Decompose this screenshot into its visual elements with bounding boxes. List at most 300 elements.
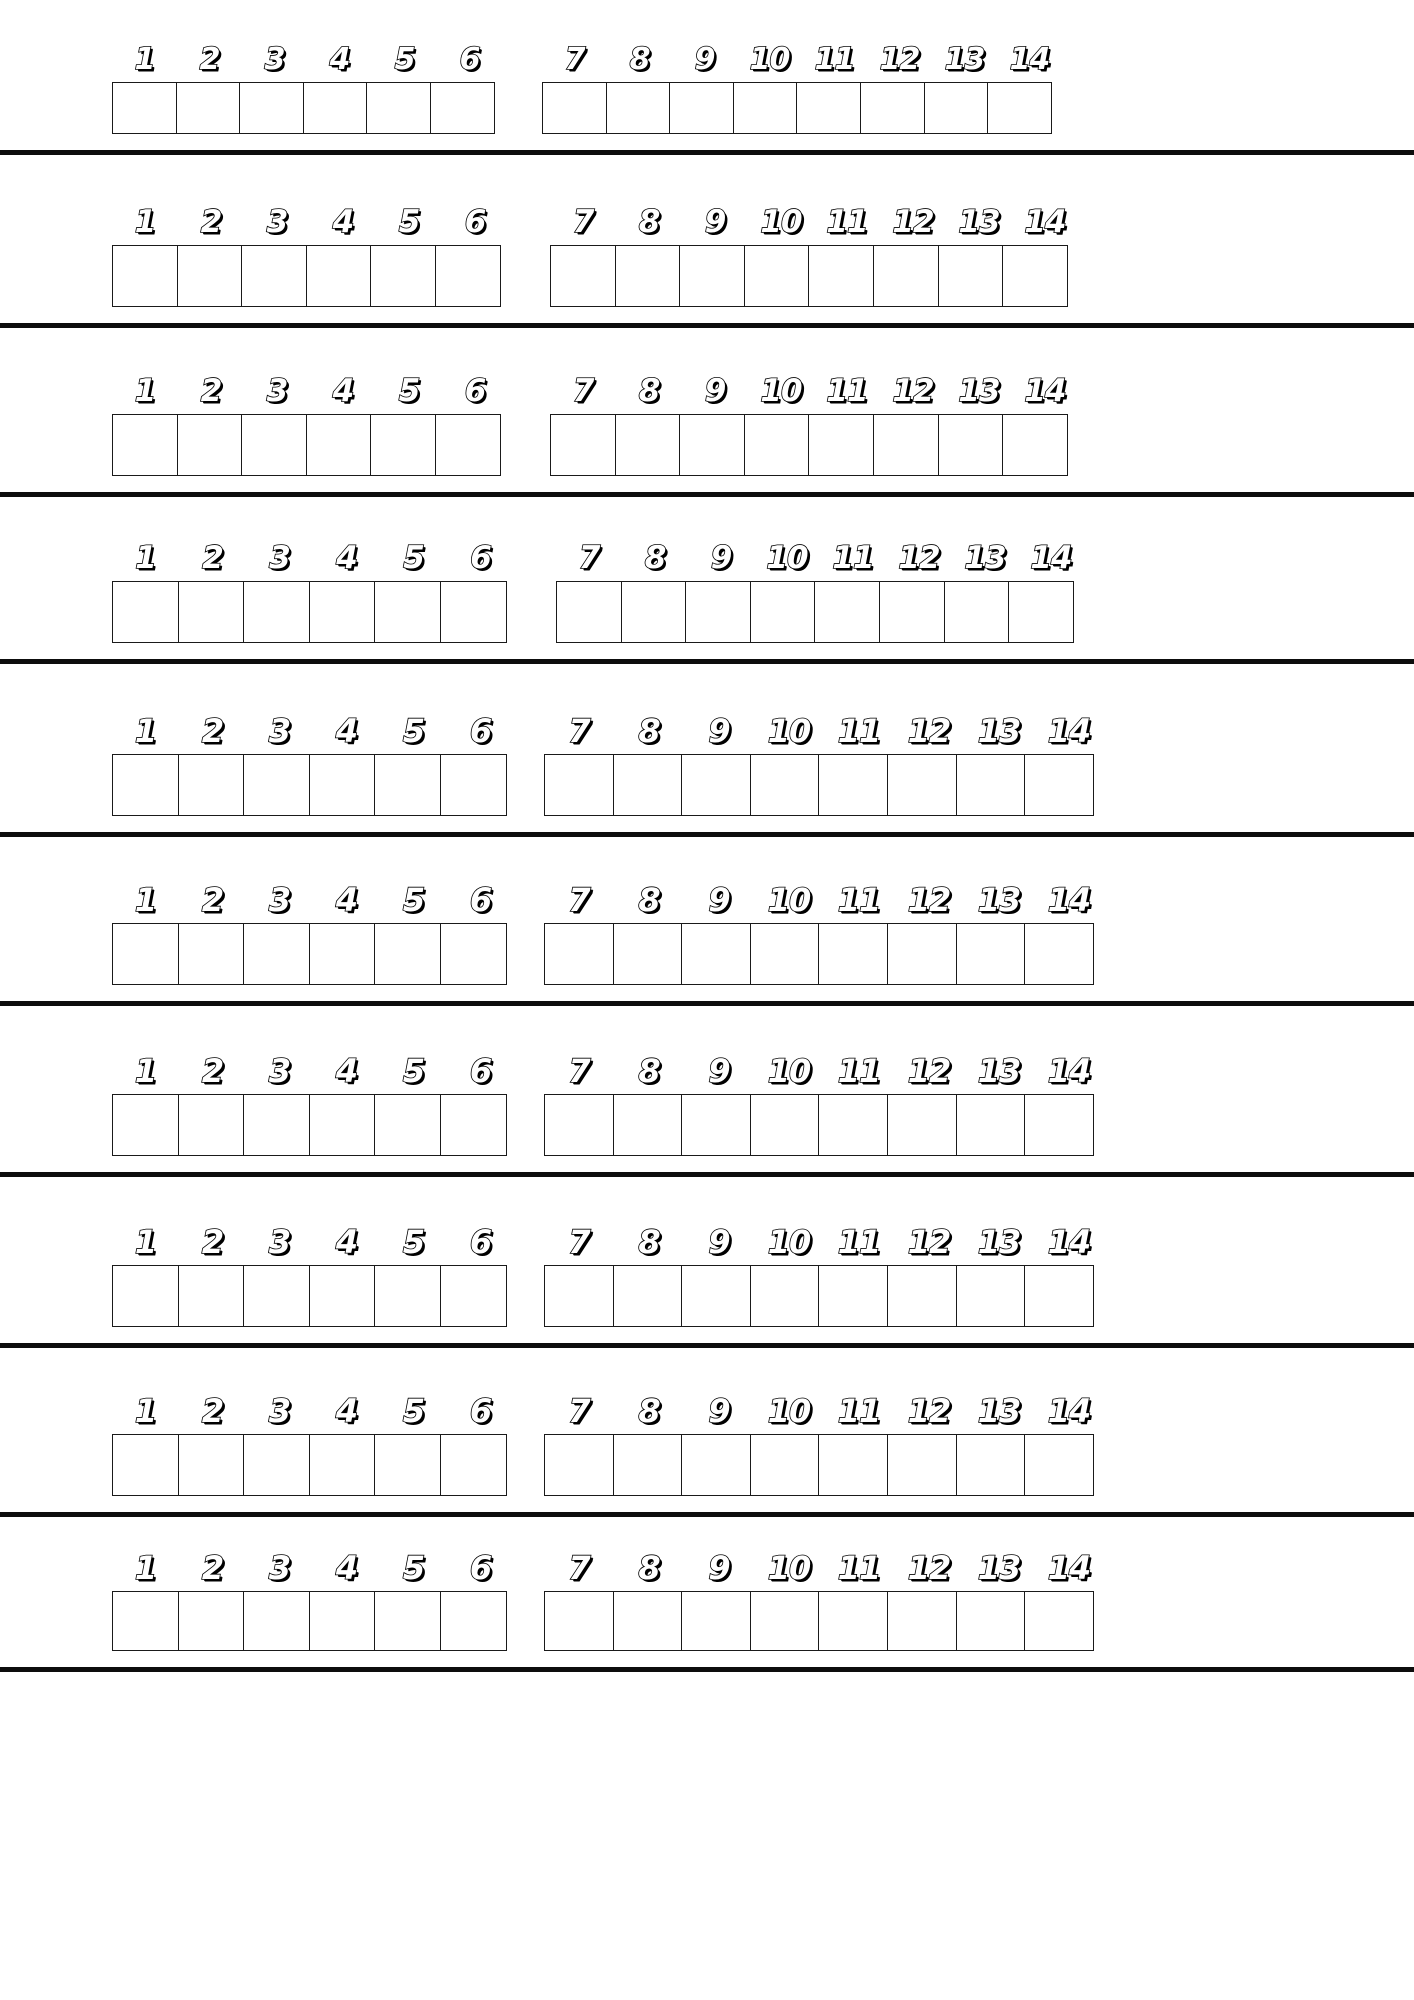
number-label: 6	[469, 1052, 492, 1090]
number-label: 7	[572, 373, 594, 409]
number-label: 10	[767, 1392, 811, 1430]
answer-box-row	[112, 1591, 514, 1651]
number-label: 3	[268, 1052, 291, 1090]
number-label: 4	[332, 373, 354, 409]
answer-box[interactable]	[243, 581, 310, 643]
row-content	[0, 1006, 1414, 1164]
number-label: 6	[469, 881, 492, 919]
number-group-one	[112, 42, 502, 134]
answer-box[interactable]	[887, 1094, 957, 1156]
answer-box[interactable]	[556, 581, 622, 643]
answer-box[interactable]	[112, 1434, 179, 1496]
number-label: 11	[837, 881, 881, 919]
number-label: 5	[403, 540, 424, 576]
number-label: 13	[964, 540, 1006, 576]
number-label-row	[544, 1392, 1104, 1434]
number-label: 2	[201, 1392, 224, 1430]
answer-box[interactable]	[606, 82, 671, 134]
number-label: 5	[402, 1223, 425, 1261]
number-label: 9	[704, 204, 726, 240]
number-label: 2	[202, 540, 223, 576]
number-label: 13	[944, 42, 985, 77]
answer-box[interactable]	[681, 1265, 751, 1327]
answer-box[interactable]	[241, 245, 307, 307]
number-label: 10	[749, 42, 790, 77]
number-label: 11	[837, 712, 881, 750]
number-label: 11	[826, 204, 868, 240]
number-label: 7	[568, 1223, 590, 1261]
number-label: 8	[638, 1052, 660, 1090]
worksheet-row	[0, 155, 1414, 323]
number-label: 6	[469, 1392, 492, 1430]
number-group-two	[544, 881, 1104, 985]
answer-box[interactable]	[887, 754, 957, 816]
number-group-two	[544, 1549, 1104, 1651]
number-label-row	[112, 1052, 514, 1094]
answer-box[interactable]	[750, 923, 820, 985]
answer-box[interactable]	[615, 414, 681, 476]
answer-box[interactable]	[243, 754, 310, 816]
answer-box[interactable]	[440, 1434, 507, 1496]
answer-box[interactable]	[440, 754, 507, 816]
answer-box[interactable]	[440, 923, 507, 985]
answer-box[interactable]	[112, 1094, 179, 1156]
number-group-two	[544, 1223, 1104, 1327]
number-label: 12	[892, 204, 934, 240]
answer-box[interactable]	[306, 245, 372, 307]
row-content	[0, 497, 1414, 651]
answer-box[interactable]	[814, 581, 880, 643]
number-label: 1	[134, 373, 156, 409]
answer-box[interactable]	[440, 1094, 507, 1156]
answer-box[interactable]	[440, 1591, 507, 1651]
answer-box[interactable]	[669, 82, 734, 134]
answer-box[interactable]	[1024, 754, 1094, 816]
answer-box[interactable]	[818, 1591, 888, 1651]
number-label: 11	[837, 1052, 881, 1090]
number-label: 5	[402, 881, 425, 919]
answer-box[interactable]	[309, 1094, 376, 1156]
answer-box[interactable]	[544, 1434, 614, 1496]
answer-box[interactable]	[309, 754, 376, 816]
number-label: 14	[1024, 373, 1066, 409]
answer-box[interactable]	[374, 581, 441, 643]
row-content	[0, 155, 1414, 315]
number-label: 6	[469, 712, 492, 750]
answer-box[interactable]	[681, 923, 751, 985]
answer-box[interactable]	[112, 1591, 179, 1651]
number-label-row	[544, 881, 1104, 923]
number-label: 4	[335, 1392, 358, 1430]
number-group-one	[112, 1223, 514, 1327]
number-group-two	[550, 204, 1078, 307]
number-label: 2	[201, 1223, 224, 1261]
answer-box[interactable]	[750, 1434, 820, 1496]
answer-box[interactable]	[613, 1434, 683, 1496]
answer-box[interactable]	[440, 581, 507, 643]
number-label: 6	[469, 1223, 492, 1261]
answer-box[interactable]	[370, 245, 436, 307]
number-label: 8	[638, 204, 660, 240]
number-label: 7	[564, 42, 585, 77]
number-label-row	[112, 1223, 514, 1265]
number-label: 14	[1047, 1223, 1091, 1261]
answer-box[interactable]	[750, 581, 816, 643]
number-label: 6	[469, 1549, 492, 1587]
answer-box[interactable]	[1002, 245, 1068, 307]
number-label: 2	[200, 373, 222, 409]
number-label: 7	[568, 1052, 590, 1090]
answer-box[interactable]	[818, 754, 888, 816]
number-label: 9	[694, 42, 715, 77]
answer-box[interactable]	[178, 754, 245, 816]
number-label: 8	[629, 42, 650, 77]
number-label: 8	[638, 712, 660, 750]
number-label: 9	[708, 712, 730, 750]
answer-box[interactable]	[679, 414, 745, 476]
answer-box[interactable]	[178, 1094, 245, 1156]
number-group-one	[112, 1549, 514, 1651]
answer-box[interactable]	[938, 245, 1004, 307]
number-label: 14	[1047, 712, 1091, 750]
answer-box[interactable]	[370, 414, 436, 476]
answer-box[interactable]	[879, 581, 945, 643]
answer-box[interactable]	[1024, 1591, 1094, 1651]
answer-box[interactable]	[243, 923, 310, 985]
answer-box[interactable]	[818, 1265, 888, 1327]
number-label: 6	[464, 204, 486, 240]
answer-box[interactable]	[374, 754, 441, 816]
number-group-two	[556, 540, 1084, 643]
answer-box[interactable]	[544, 1265, 614, 1327]
answer-box[interactable]	[239, 82, 304, 134]
answer-box[interactable]	[733, 82, 798, 134]
number-group-one	[112, 373, 508, 476]
answer-box[interactable]	[1002, 414, 1068, 476]
number-label: 8	[638, 1392, 660, 1430]
number-label: 1	[134, 712, 157, 750]
worksheet-row	[0, 1177, 1414, 1343]
answer-box[interactable]	[887, 1591, 957, 1651]
answer-box[interactable]	[613, 1094, 683, 1156]
number-label: 2	[200, 204, 222, 240]
answer-box[interactable]	[613, 1591, 683, 1651]
answer-box[interactable]	[924, 82, 989, 134]
number-label: 4	[335, 1223, 358, 1261]
number-label-row	[544, 1223, 1104, 1265]
number-label: 12	[907, 1392, 951, 1430]
number-label-row	[556, 540, 1084, 581]
answer-box-row	[550, 245, 1078, 307]
number-label: 12	[907, 1549, 951, 1587]
number-label-row	[112, 1549, 514, 1591]
answer-box-row	[112, 82, 502, 134]
answer-box[interactable]	[1008, 581, 1074, 643]
number-label: 4	[329, 42, 350, 77]
answer-box[interactable]	[550, 245, 616, 307]
answer-box[interactable]	[887, 1434, 957, 1496]
number-label: 3	[268, 712, 291, 750]
number-group-two	[550, 373, 1078, 476]
answer-box[interactable]	[309, 1591, 376, 1651]
number-label: 12	[907, 1223, 951, 1261]
answer-box[interactable]	[241, 414, 307, 476]
answer-box[interactable]	[1024, 1434, 1094, 1496]
number-label: 1	[134, 881, 157, 919]
answer-box[interactable]	[243, 1265, 310, 1327]
number-label: 11	[837, 1549, 881, 1587]
row-content	[0, 1348, 1414, 1504]
answer-box[interactable]	[544, 754, 614, 816]
answer-box[interactable]	[112, 245, 178, 307]
answer-box[interactable]	[542, 82, 607, 134]
number-label: 10	[767, 1223, 811, 1261]
number-label: 4	[335, 712, 358, 750]
answer-box[interactable]	[744, 414, 810, 476]
number-label: 13	[977, 712, 1021, 750]
number-label: 7	[568, 712, 590, 750]
answer-box[interactable]	[243, 1434, 310, 1496]
number-label: 3	[268, 881, 291, 919]
answer-box[interactable]	[681, 754, 751, 816]
worksheet-row	[0, 1006, 1414, 1172]
answer-box[interactable]	[860, 82, 925, 134]
answer-box[interactable]	[309, 923, 376, 985]
number-label: 9	[708, 1392, 730, 1430]
number-label-row	[550, 373, 1078, 414]
answer-box[interactable]	[178, 581, 245, 643]
number-label: 11	[837, 1392, 881, 1430]
answer-box[interactable]	[440, 1265, 507, 1327]
answer-box[interactable]	[750, 1094, 820, 1156]
number-label: 12	[907, 881, 951, 919]
number-label: 9	[708, 1549, 730, 1587]
answer-box[interactable]	[613, 1265, 683, 1327]
answer-box[interactable]	[796, 82, 861, 134]
number-label: 5	[394, 42, 415, 77]
answer-box[interactable]	[808, 414, 874, 476]
number-group-two	[544, 1392, 1104, 1496]
number-group-two	[544, 712, 1104, 816]
number-label: 9	[708, 881, 730, 919]
answer-box[interactable]	[430, 82, 495, 134]
number-label: 11	[837, 1223, 881, 1261]
answer-box-row	[544, 1434, 1104, 1496]
answer-box[interactable]	[112, 754, 179, 816]
number-label-row	[112, 42, 502, 82]
number-label: 2	[201, 1549, 224, 1587]
answer-box[interactable]	[374, 923, 441, 985]
answer-box-row	[112, 245, 508, 307]
number-label: 10	[766, 540, 808, 576]
answer-box[interactable]	[544, 923, 614, 985]
number-label: 5	[398, 204, 420, 240]
answer-box[interactable]	[309, 1434, 376, 1496]
answer-box[interactable]	[613, 754, 683, 816]
answer-box[interactable]	[243, 1591, 310, 1651]
row-content	[0, 328, 1414, 484]
answer-box[interactable]	[808, 245, 874, 307]
number-label: 9	[708, 1052, 730, 1090]
answer-box[interactable]	[944, 581, 1010, 643]
answer-box[interactable]	[176, 82, 241, 134]
answer-box[interactable]	[621, 581, 687, 643]
answer-box[interactable]	[177, 414, 243, 476]
answer-box[interactable]	[887, 1265, 957, 1327]
answer-box[interactable]	[374, 1094, 441, 1156]
answer-box[interactable]	[309, 581, 376, 643]
answer-box[interactable]	[750, 1265, 820, 1327]
number-label: 5	[402, 712, 425, 750]
answer-box[interactable]	[177, 245, 243, 307]
answer-box[interactable]	[178, 923, 245, 985]
answer-box-row	[542, 82, 1062, 134]
number-label: 2	[201, 881, 224, 919]
answer-box[interactable]	[435, 414, 501, 476]
answer-box[interactable]	[178, 1265, 245, 1327]
number-group-one	[112, 540, 514, 643]
number-label: 3	[268, 1223, 291, 1261]
answer-box[interactable]	[956, 1434, 1026, 1496]
answer-box[interactable]	[435, 245, 501, 307]
answer-box[interactable]	[750, 1591, 820, 1651]
answer-box[interactable]	[750, 754, 820, 816]
answer-box-row	[112, 1434, 514, 1496]
number-label: 1	[134, 1392, 157, 1430]
answer-box[interactable]	[112, 414, 178, 476]
answer-box[interactable]	[374, 1434, 441, 1496]
number-label: 10	[760, 204, 802, 240]
number-label: 1	[134, 204, 156, 240]
answer-box[interactable]	[613, 923, 683, 985]
number-label: 10	[767, 712, 811, 750]
answer-box[interactable]	[873, 414, 939, 476]
number-label-row	[544, 1052, 1104, 1094]
number-label: 3	[268, 1392, 291, 1430]
answer-box[interactable]	[956, 923, 1026, 985]
number-label: 9	[704, 373, 726, 409]
number-label: 8	[638, 1223, 660, 1261]
answer-box-row	[112, 1265, 514, 1327]
answer-box[interactable]	[938, 414, 1004, 476]
answer-box[interactable]	[112, 82, 177, 134]
number-label: 10	[767, 1549, 811, 1587]
answer-box[interactable]	[243, 1094, 310, 1156]
answer-box[interactable]	[818, 1094, 888, 1156]
answer-box[interactable]	[1024, 1094, 1094, 1156]
answer-box[interactable]	[987, 82, 1052, 134]
number-label: 7	[568, 1392, 590, 1430]
answer-box[interactable]	[818, 1434, 888, 1496]
number-label: 5	[402, 1392, 425, 1430]
answer-box[interactable]	[544, 1094, 614, 1156]
number-label: 10	[760, 373, 802, 409]
number-label: 4	[335, 1052, 358, 1090]
answer-box[interactable]	[544, 1591, 614, 1651]
answer-box[interactable]	[873, 245, 939, 307]
number-label-row	[544, 1549, 1104, 1591]
number-label: 12	[907, 1052, 951, 1090]
answer-box-row	[112, 754, 514, 816]
number-group-one	[112, 712, 514, 816]
answer-box-row	[112, 414, 508, 476]
number-label: 5	[402, 1052, 425, 1090]
number-label-row	[112, 1392, 514, 1434]
answer-box[interactable]	[887, 923, 957, 985]
number-label: 10	[767, 881, 811, 919]
answer-box[interactable]	[112, 581, 179, 643]
answer-box[interactable]	[178, 1591, 245, 1651]
number-group-one	[112, 1392, 514, 1496]
answer-box[interactable]	[744, 245, 810, 307]
row-content	[0, 1517, 1414, 1659]
answer-box[interactable]	[366, 82, 431, 134]
number-label: 1	[134, 42, 155, 77]
answer-box[interactable]	[112, 923, 179, 985]
number-label: 13	[977, 881, 1021, 919]
number-label-row	[550, 204, 1078, 245]
answer-box[interactable]	[956, 1265, 1026, 1327]
answer-box[interactable]	[681, 1094, 751, 1156]
answer-box-row	[112, 1094, 514, 1156]
answer-box[interactable]	[1024, 1265, 1094, 1327]
row-content	[0, 0, 1414, 142]
number-label-row	[542, 42, 1062, 82]
number-label: 14	[1047, 1549, 1091, 1587]
number-label: 6	[459, 42, 480, 77]
answer-box[interactable]	[303, 82, 368, 134]
answer-box[interactable]	[615, 245, 681, 307]
answer-box[interactable]	[306, 414, 372, 476]
answer-box[interactable]	[685, 581, 751, 643]
number-label: 13	[958, 204, 1000, 240]
answer-box[interactable]	[309, 1265, 376, 1327]
answer-box[interactable]	[681, 1434, 751, 1496]
number-label-row	[112, 204, 508, 245]
number-label-row	[544, 712, 1104, 754]
answer-box[interactable]	[956, 754, 1026, 816]
number-group-one	[112, 1052, 514, 1156]
number-label: 6	[464, 373, 486, 409]
answer-box[interactable]	[681, 1591, 751, 1651]
number-label: 6	[470, 540, 491, 576]
answer-box[interactable]	[178, 1434, 245, 1496]
answer-box[interactable]	[956, 1094, 1026, 1156]
number-label: 7	[568, 1549, 590, 1587]
answer-box[interactable]	[374, 1265, 441, 1327]
answer-box[interactable]	[374, 1591, 441, 1651]
number-label: 1	[134, 1052, 157, 1090]
answer-box[interactable]	[956, 1591, 1026, 1651]
answer-box[interactable]	[1024, 923, 1094, 985]
answer-box[interactable]	[679, 245, 745, 307]
number-label: 7	[568, 881, 590, 919]
number-label: 5	[398, 373, 420, 409]
answer-box-row	[544, 1265, 1104, 1327]
number-group-one	[112, 881, 514, 985]
row-content	[0, 837, 1414, 993]
answer-box[interactable]	[550, 414, 616, 476]
number-label: 3	[268, 1549, 291, 1587]
answer-box-row	[544, 1094, 1104, 1156]
number-label: 13	[977, 1052, 1021, 1090]
number-label: 13	[977, 1392, 1021, 1430]
answer-box[interactable]	[112, 1265, 179, 1327]
answer-box[interactable]	[818, 923, 888, 985]
number-label: 1	[134, 1223, 157, 1261]
number-label-row	[112, 881, 514, 923]
number-label: 14	[1047, 1052, 1091, 1090]
